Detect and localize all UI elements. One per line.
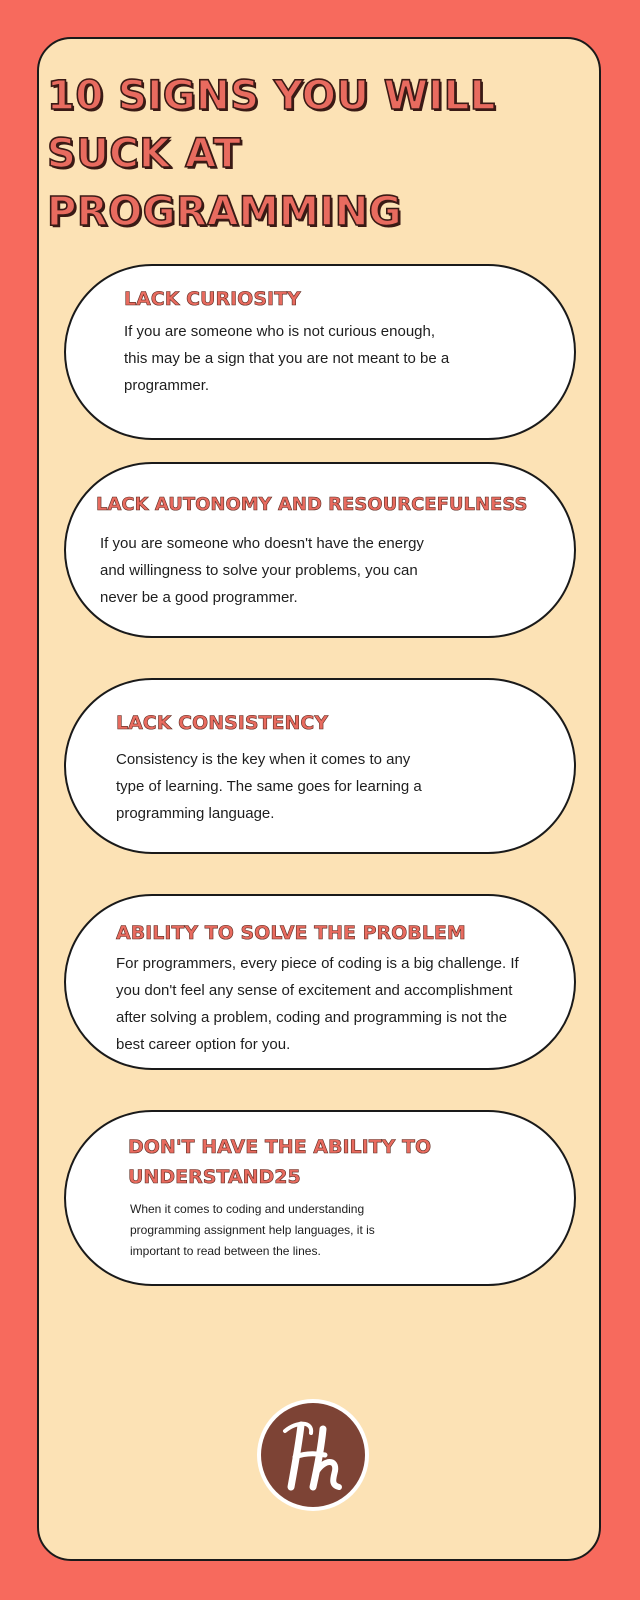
brand-logo: [257, 1399, 369, 1511]
card-body: For programmers, every piece of coding is a big challenge. If you don't feel any sense of excitement and accomplishment after solving a problem, coding and programming is not the best career option for you.: [116, 955, 519, 1053]
card-body: If you are someone who is not curious enough, this may be a sign that you are not meant to be a programmer.: [124, 323, 450, 394]
card-heading: LACK CONSISTENCY: [116, 712, 329, 734]
sign-card-lack-consistency: [64, 678, 576, 854]
sign-card-lack-curiosity: [64, 264, 576, 440]
card-body: When it comes to coding and understanding programming assignment help languages, it is important to read between the lines.: [130, 1202, 375, 1258]
card-heading: LACK CURIOSITY: [124, 288, 301, 310]
hh-monogram-icon: [261, 1403, 365, 1507]
sign-card-ability-to-solve: [64, 894, 576, 1070]
card-heading: ABILITY TO SOLVE THE PROBLEM: [116, 922, 466, 944]
card-heading: LACK AUTONOMY AND RESOURCEFULNESS: [96, 494, 528, 515]
card-body: Consistency is the key when it comes to any type of learning. The same goes for learning a programming language.: [116, 751, 422, 822]
logo-badge: [261, 1403, 365, 1507]
sign-card-understand: [64, 1110, 576, 1286]
card-heading: DON'T HAVE THE ABILITY TO UNDERSTAND25: [128, 1136, 432, 1188]
page-title: 10 SIGNS YOU WILL SUCK AT PROGRAMMING: [47, 73, 496, 235]
infographic-panel: [37, 37, 601, 1561]
sign-card-lack-autonomy: [64, 462, 576, 638]
card-body: If you are someone who doesn't have the energy and willingness to solve your problems, you can never be a good programmer.: [100, 535, 424, 606]
